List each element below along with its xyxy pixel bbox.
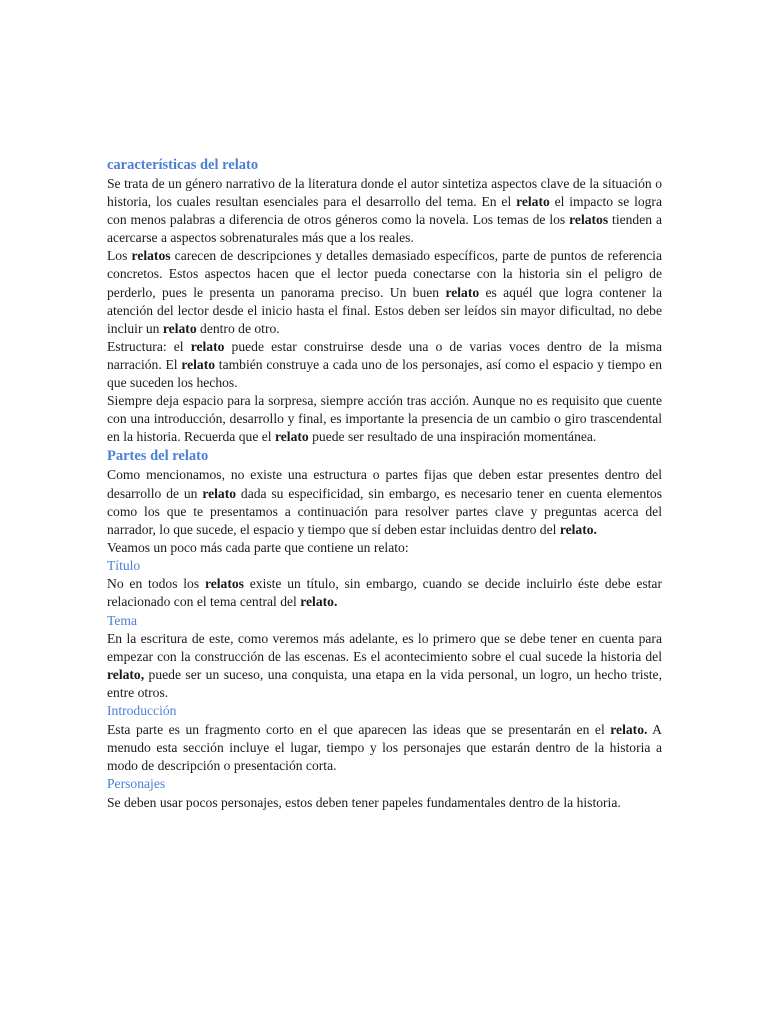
paragraph: Se deben usar pocos personajes, estos deben tener papeles fundamentales dentro de la historia.: [107, 794, 621, 810]
paragraph: Los relatos carecen de descripciones y detalles demasiado específicos, parte de puntos de referencia concretos. Estos aspectos hacen que el lector pueda conectarse con la historia sin el peligro de perderlo, pues le presenta un panorama preciso. Un buen relato es aquél que logra contener la atención del lector desde el inicio hasta el final. Estos deben ser leídos sin mayor dificultad, no debe incluir un relato dentro de otro.: [107, 248, 662, 336]
paragraph: Siempre deja espacio para la sorpresa, siempre acción tras acción. Aunque no es requisito que cuente con una introducción, desarrollo y final, es importante la presencia de un cambio o giro trascendental en la historia. Recuerda que el relato puede ser resultado de una inspiración momentánea.: [107, 393, 662, 445]
paragraph: Veamos un poco más cada parte que contiene un relato:: [107, 539, 409, 555]
heading-titulo: Título: [107, 557, 141, 573]
heading-partes: Partes del relato: [107, 448, 209, 465]
paragraph: Estructura: el relato puede estar construirse desde una o de varias voces dentro de la misma narración. El relato también construye a cada uno de los personajes, así como el espacio y tiempo en que suceden los hechos.: [107, 338, 662, 391]
paragraph: En la escritura de este, como veremos más adelante, es lo primero que se debe tener en cuenta para empezar con la construcción de las escenas. Es el acontecimiento sobre el cual sucede la historia del relato, puede ser un suceso, una conquista, una etapa en la vida personal, un logro, un hecho triste, entre otros.: [107, 631, 662, 701]
heading-tema: Tema: [107, 612, 137, 628]
document-page: [107, 155, 662, 812]
paragraph: No en todos los relatos existe un título, sin embargo, cuando se decide incluirlo éste debe estar relacionado con el tema central del relato.: [107, 576, 662, 610]
heading-personajes: Personajes: [107, 776, 166, 792]
paragraph: Como mencionamos, no existe una estructura o partes fijas que deben estar presentes dentro del desarrollo de un relato dada su especificidad, sin embargo, es necesario tener en cuenta elementos como los que te presentamos a continuación para resolver partes clave y preguntas acerca del narrador, lo que sucede, el espacio y tiempo que sí deben estar incluidas dentro del relato.: [107, 467, 662, 537]
paragraph: Se trata de un género narrativo de la literatura donde el autor sintetiza aspectos clave de la situación o historia, los cuales resultan esenciales para el desarrollo del tema. En el relato el impacto se logra con menos palabras a diferencia de otros géneros como la novela. Los temas de los relatos tienden a acercarse a aspectos sobrenaturales más que a los reales.: [107, 176, 663, 246]
heading-introduccion: Introducción: [107, 703, 177, 719]
heading-caracteristicas: características del relato: [107, 157, 259, 173]
paragraph: Esta parte es un fragmento corto en el que aparecen las ideas que se presentarán en el relato. A menudo esta sección incluye el lugar, tiempo y los personajes que estarán dentro de la historia a modo de descripción o presentación corta.: [107, 721, 662, 774]
